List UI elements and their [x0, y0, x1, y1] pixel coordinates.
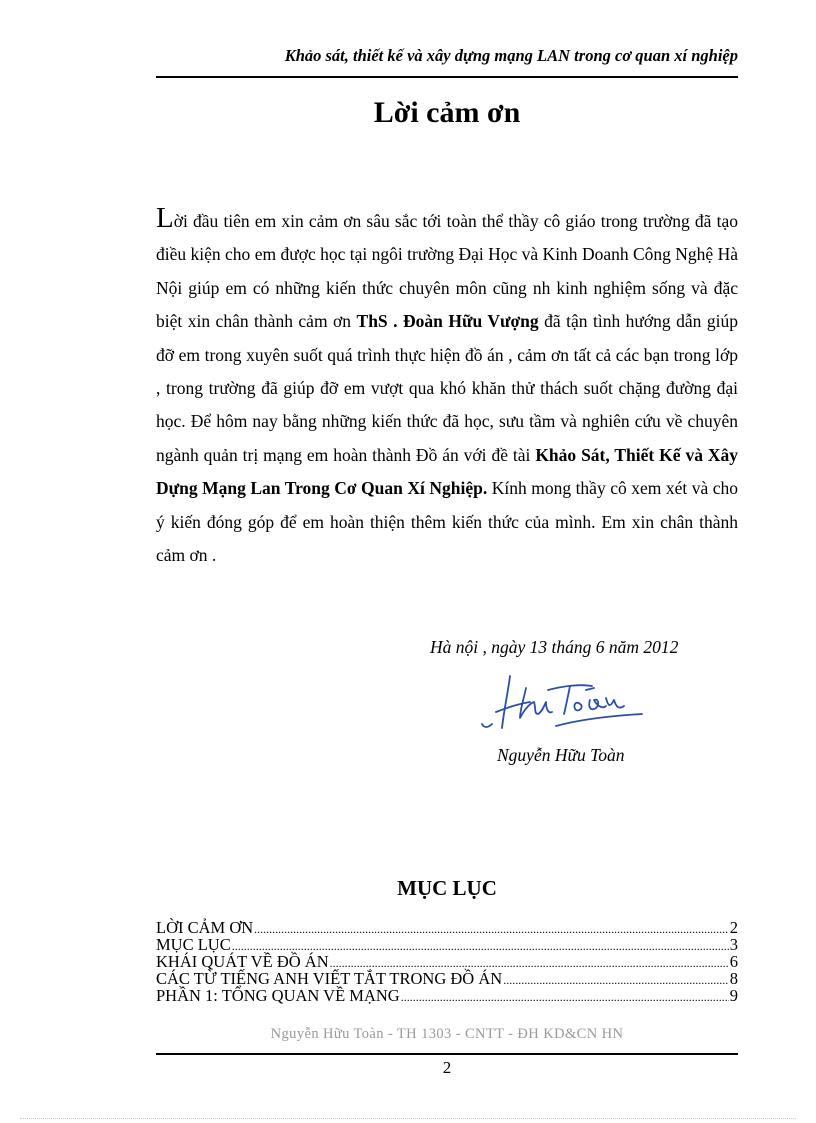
page-title: Lời cảm ơn [373, 96, 521, 129]
toc-entry-label: LỜI CẢM ƠN [156, 918, 254, 937]
paragraph-text-2: đã tận tình hướng dẫn giúp đỡ em trong xuyên suốt quá trình thực hiện đồ án , cảm ơn tất cả các bạn trong lớp , trong trường đã giúp đỡ em vượt qua khó khăn thử thách suốt chặng đường đại học. Để hôm nay bằng những kiến thức đã học, sưu tầm và nghiên cứu về chuyên ngành quản trị mạng em hoàn thành Đồ án với đề tài [156, 311, 738, 465]
footer-text: Nguyễn Hữu Toàn - TH 1303 - CNTT - ĐH KD&CN HN [270, 1026, 624, 1042]
footer-rule [156, 1053, 738, 1055]
toc-entry-page: 6 [729, 952, 738, 971]
toc-leader [254, 921, 729, 938]
toc-entry[interactable] [156, 970, 738, 987]
toc-entry-page: 3 [729, 935, 738, 954]
toc-entry-label: MỤC LỤC [156, 935, 231, 954]
paragraph-text-1: ời đầu tiên em xin cảm ơn sâu sắc tới toàn thể thầy cô giáo trong trường đã tạo điều kiện cho em được học tại ngôi trường Đại Học và Kinh Doanh Công Nghệ Hà Nội giúp em có những kiến thức chuyên môn cũng nh kinh nghiệm sống và đặc biệt xin chân thành cảm ơn [156, 211, 738, 332]
toc-entry-label: PHẦN 1: TỔNG QUAN VỀ MẠNG [156, 986, 400, 1005]
toc-entry-label: KHÁI QUÁT VỀ ĐỒ ÁN [156, 952, 329, 971]
toc-leader [401, 989, 729, 1006]
date-line: Hà nội , ngày 13 tháng 6 năm 2012 [430, 637, 679, 657]
handwritten-signature [478, 668, 648, 738]
toc-entry-page: 8 [729, 969, 738, 988]
header-rule [156, 76, 738, 78]
toc-title: MỤC LỤC [397, 876, 497, 900]
paragraph-text-3: Kính mong thầy cô xem xét và cho ý kiến đóng góp để em hoàn thiện thêm kiến thức của mình. Em xin chân thành cảm ơn . [156, 478, 738, 566]
running-header: Khảo sát, thiết kế và xây dựng mạng LAN trong cơ quan xí nghiệp [284, 46, 738, 65]
table-of-contents [156, 919, 738, 1004]
advisor-name: ThS . Đoàn Hữu Vượng [356, 311, 539, 332]
toc-entry[interactable] [156, 953, 738, 970]
toc-entry-label: CÁC TỪ TIẾNG ANH VIẾT TẮT TRONG ĐỒ ÁN [156, 969, 503, 988]
page-number: 2 [442, 1058, 452, 1077]
toc-entry[interactable] [156, 987, 738, 1004]
drop-cap: L [156, 202, 174, 234]
toc-leader [503, 972, 729, 989]
page-break-line [20, 1118, 796, 1119]
acknowledgement-paragraph [156, 204, 738, 572]
toc-entry-page: 2 [729, 918, 738, 937]
project-topic: Khảo Sát, Thiết Kế và Xây Dựng Mạng Lan Trong Cơ Quan Xí Nghiệp. [156, 444, 739, 499]
signer-name: Nguyễn Hữu Toàn [497, 745, 625, 765]
toc-entry[interactable] [156, 919, 738, 936]
toc-entry[interactable] [156, 936, 738, 953]
toc-entry-page: 9 [729, 986, 738, 1005]
